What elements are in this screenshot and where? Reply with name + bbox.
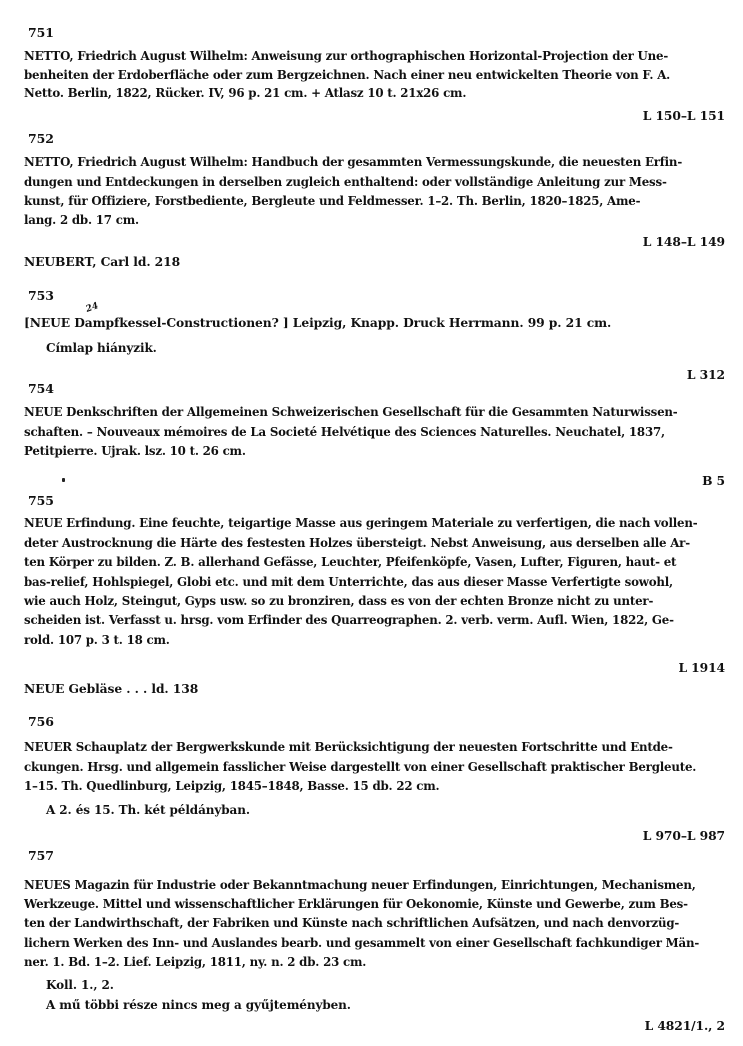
entry-text-line: NETTO, Friedrich August Wilhelm: Anweisung zur orthographischen Horizontal-Projection der Une- — [24, 49, 669, 63]
shelfmark: L 312 — [686, 367, 725, 382]
entry-text-line: Netto. Berlin, 1822, Rücker. IV, 96 p. 21 cm. + Atlasz 10 t. 21x26 cm. — [24, 86, 467, 100]
entry-text-line: NEUER Schauplatz der Bergwerkskunde mit Berücksichtigung der neuesten Fortschritte und Entde- — [24, 740, 673, 754]
shelfmark: L 150–L 151 — [642, 108, 725, 123]
entry-text-line: Werkzeuge. Mittel und wissenschaftlicher Erklärungen für Oekonomie, Künste und Gewerbe, zum Bes- — [24, 897, 688, 911]
entry-text-line: deter Austrocknung die Härte des festesten Holzes übersteigt. Nebst Anweisung, aus derselben alle Ar- — [24, 536, 690, 550]
entry-text-line: rold. 107 p. 3 t. 18 cm. — [24, 633, 170, 647]
handwritten-mark: 24 — [84, 301, 100, 315]
entry-text-line: ten Körper zu bilden. Z. B. allerhand Gefässe, Leuchter, Pfeifenköpfe, Vasen, Lufter, Figuren, haut- et — [24, 555, 677, 569]
entry-text-line: ten der Landwirthschaft, der Fabriken und Künste nach schriftlichen Aufsätzen, und nach denvorzüg- — [24, 916, 680, 930]
shelfmark: L 1914 — [678, 660, 725, 675]
entry-text-line: dungen und Entdeckungen in derselben zugleich enthaltend: oder vollständige Anleitung zur Mess- — [24, 175, 667, 189]
entry-text-line: kunst, für Offiziere, Forstbediente, Bergleute und Feldmesser. 1–2. Th. Berlin, 1820–1825, Ame- — [24, 194, 641, 208]
entry-number: 754 — [28, 381, 54, 396]
entry-note: Címlap hiányzik. — [46, 341, 157, 355]
entry-number: 755 — [28, 493, 54, 508]
entry-text-line: NETTO, Friedrich August Wilhelm: Handbuch der gesammten Vermessungskunde, die neuesten Erfin- — [24, 155, 683, 169]
entry-text-line: NEUE Erfindung. Eine feuchte, teigartige Masse aus geringem Materiale zu verfertigen, die nach vollen- — [24, 516, 698, 530]
entry-number: 753 — [28, 288, 54, 303]
entry-text-line: schaften. – Nouveaux mémoires de La Societé Helvétique des Sciences Naturelles. Neuchatel, 1837, — [24, 425, 665, 439]
entry-number: 757 — [28, 848, 54, 863]
entry-text-line: NEUE Denkschriften der Allgemeinen Schweizerischen Gesellschaft für die Gesammten Naturwissen- — [24, 405, 678, 419]
entry-number: 752 — [28, 131, 54, 146]
entry-text-line: 1–15. Th. Quedlinburg, Leipzig, 1845–1848, Basse. 15 db. 22 cm. — [24, 779, 440, 793]
entry-text-line: Petitpierre. Ujrak. lsz. 10 t. 26 cm. — [24, 444, 246, 458]
entry-text-line: scheiden ist. Verfasst u. hrsg. vom Erfinder des Quarreographen. 2. verb. verm. Aufl. Wien, 1822, Ge- — [24, 613, 674, 627]
entry-note: A 2. és 15. Th. két példányban. — [46, 803, 250, 817]
entry-text-line: NEUES Magazin für Industrie oder Bekanntmachung neuer Erfindungen, Einrichtungen, Mechanismen, — [24, 878, 696, 892]
ink-speck — [62, 478, 65, 482]
entry-text-line: ner. 1. Bd. 1–2. Lief. Leipzig, 1811, ny. n. 2 db. 23 cm. — [24, 955, 367, 969]
entry-text-line: lichern Werken des Inn- und Auslandes bearb. und gesammelt von einer Gesellschaft fachkundiger Män- — [24, 936, 700, 950]
entry-text-line: lang. 2 db. 17 cm. — [24, 213, 139, 227]
entry-text-line: [NEUE Dampfkessel-Constructionen? ] Leipzig, Knapp. Druck Herrmann. 99 p. 21 cm. — [24, 315, 612, 330]
shelfmark: L 970–L 987 — [642, 828, 725, 843]
entry-number: 751 — [28, 25, 54, 40]
entry-text-line: ckungen. Hrsg. und allgemein fasslicher Weise dargestellt von einer Gesellschaft praktischer Bergleute. — [24, 760, 697, 774]
entry-note: Koll. 1., 2. — [46, 978, 114, 992]
entry-text-line: benheiten der Erdoberfläche oder zum Bergzeichnen. Nach einer neu entwickelten Theorie von F. A. — [24, 68, 671, 82]
entry-number: 756 — [28, 714, 54, 729]
shelfmark: B 5 — [702, 473, 725, 488]
entry-text-line: bas-relief, Hohlspiegel, Globi etc. und mit dem Unterrichte, das aus dieser Masse Verfertigte sowohl, — [24, 575, 673, 589]
cross-reference: NEUE Gebläse . . . ld. 138 — [24, 681, 199, 696]
shelfmark: L 148–L 149 — [642, 234, 725, 249]
cross-reference: NEUBERT, Carl ld. 218 — [24, 254, 181, 269]
entry-text-line: wie auch Holz, Steingut, Gyps usw. so zu bronziren, dass es von der echten Bronze nicht zu unter- — [24, 594, 654, 608]
entry-note: A mű többi része nincs meg a gyűjteményben. — [46, 998, 351, 1012]
shelfmark: L 4821/1., 2 — [644, 1018, 725, 1033]
